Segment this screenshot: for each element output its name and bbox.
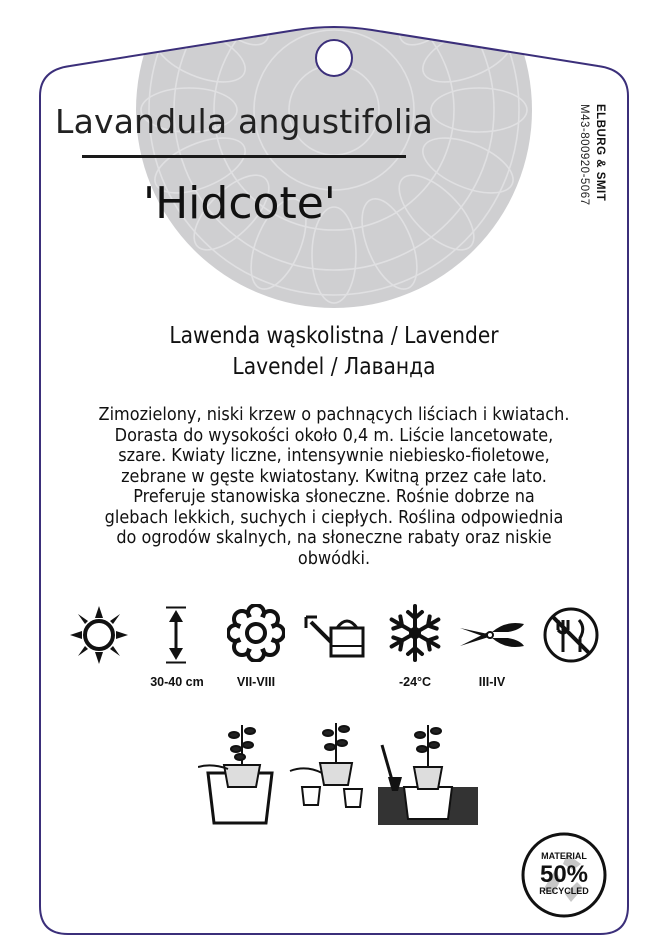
description-line: Preferuje stanowiska słoneczne. Rośnie dobrze na xyxy=(133,487,535,507)
latin-name: Lavandula angustifolia xyxy=(55,102,434,141)
sun-icon xyxy=(70,606,128,664)
recycled-material-badge xyxy=(519,830,609,920)
hardiness-label: -24°C xyxy=(398,675,432,689)
height-arrow-icon xyxy=(164,606,188,664)
description xyxy=(58,405,610,569)
description-line: glebach lekkich, suchych i ciepłych. Roślina odpowiednia xyxy=(104,507,564,528)
planting-step-3 xyxy=(378,725,478,825)
title-divider xyxy=(82,155,406,158)
description-line: szare. Kwiaty liczne, intensywnie niebiesko-fioletowe, xyxy=(118,446,550,466)
planting-step-2 xyxy=(290,723,362,807)
common-name-line-1: Lawenda wąskolistna / Lavender xyxy=(169,323,499,349)
snowflake-icon xyxy=(386,604,444,662)
description-line: zebrane w gęste kwiatostany. Kwitną przez całe lato. xyxy=(121,466,547,487)
product-code: M43-800920-5067 xyxy=(578,104,590,206)
hang-hole xyxy=(316,40,352,76)
badge-line-1: MATERIAL xyxy=(541,851,587,861)
common-name-line-2: Lavendel / Лаванда xyxy=(232,354,436,380)
description-line: Dorasta do wysokości około 0,4 m. Liście lancetowate, xyxy=(114,425,554,446)
flowering-label: VII-VIII xyxy=(236,675,276,689)
cultivar-name: 'Hidcote' xyxy=(143,178,336,229)
badge-percent: 50% xyxy=(539,861,589,888)
brand-name: ELBURG & SMIT xyxy=(594,104,606,202)
pruning-label: III-IV xyxy=(478,675,506,689)
description-line: do ogrodów skalnych, na słoneczne rabaty oraz niskie xyxy=(116,528,552,548)
brand-block xyxy=(574,104,608,236)
height-label: 30-40 cm xyxy=(150,675,204,689)
description-line: obwódki. xyxy=(297,548,371,569)
badge-line-3: RECYCLED xyxy=(539,886,589,896)
not-edible-icon xyxy=(542,606,600,664)
planting-step-1 xyxy=(198,725,272,823)
description-line: Zimozielony, niski krzew o pachnących liściach i kwiatach. xyxy=(98,405,570,425)
planting-instructions-illustration xyxy=(198,715,480,827)
flower-icon xyxy=(227,604,285,662)
watering-can-icon xyxy=(303,612,367,658)
pruning-shears-icon xyxy=(458,616,526,656)
